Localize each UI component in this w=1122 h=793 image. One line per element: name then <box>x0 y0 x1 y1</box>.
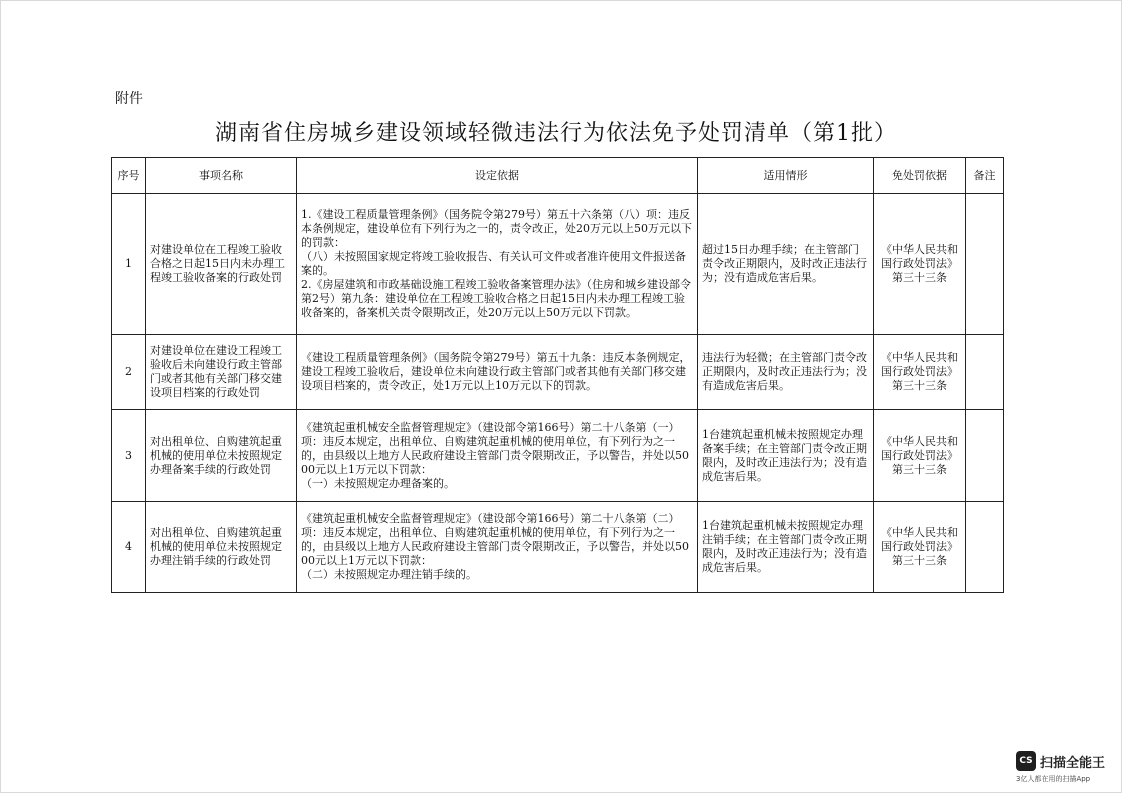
table-row <box>112 410 1004 502</box>
table-row <box>112 194 1004 335</box>
item-name-cell: 对建设单位在建设工程竣工验收后未向建设行政主管部门或者其他有关部门移交建设项目档案的行政处罚 <box>146 335 297 410</box>
header-applicable-condition: 适用情形 <box>698 158 874 194</box>
attachment-label: 附件 <box>115 91 143 107</box>
serial-number-cell: 1 <box>112 194 146 335</box>
applicable-condition-cell: 1台建筑起重机械未按照规定办理注销手续；在主管部门责令改正期限内，及时改正违法行为；没有造成危害后果。 <box>698 502 874 593</box>
legal-basis-cell: 《建筑起重机械安全监督管理规定》（建设部令第166号）第二十八条第（二）项：违反本规定，出租单位、自购建筑起重机械的使用单位，有下列行为之一的，由县级以上地方人民政府建设主管部门责令限期改正，予以警告，并处以5000元以上1万元以下罚款： （二）未按照规定办理注销手续的。 <box>297 502 698 593</box>
item-name-cell: 对出租单位、自购建筑起重机械的使用单位未按照规定办理注销手续的行政处罚 <box>146 502 297 593</box>
remark-cell <box>966 194 1004 335</box>
remark-cell <box>966 410 1004 502</box>
header-serial-number: 序号 <box>112 158 146 194</box>
exemption-basis-cell: 《中华人民共和国行政处罚法》第三十三条 <box>874 410 966 502</box>
remark-cell <box>966 335 1004 410</box>
item-name-cell: 对建设单位在工程竣工验收合格之日起15日内未办理工程竣工验收备案的行政处罚 <box>146 194 297 335</box>
legal-basis-cell: 《建筑起重机械安全监督管理规定》（建设部令第166号）第二十八条第（一）项：违反本规定，出租单位、自购建筑起重机械的使用单位，有下列行为之一的，由县级以上地方人民政府建设主管部门责令限期改正，予以警告，并处以5000元以上1万元以下罚款： （一）未按照规定办理备案的。 <box>297 410 698 502</box>
remark-cell <box>966 502 1004 593</box>
document-title: 湖南省住房城乡建设领域轻微违法行为依法免予处罚清单（第1批） <box>215 121 897 146</box>
serial-number-cell: 4 <box>112 502 146 593</box>
applicable-condition-cell: 超过15日办理手续；在主管部门责令改正期限内，及时改正违法行为；没有造成危害后果。 <box>698 194 874 335</box>
exemption-list-table <box>111 157 1004 593</box>
header-legal-basis: 设定依据 <box>297 158 698 194</box>
legal-basis-cell: 《建设工程质量管理条例》（国务院令第279号）第五十九条：违反本条例规定，建设工程竣工验收后，建设单位未向建设行政主管部门或者其他有关部门移交建设项目档案的，责令改正，处1万元以上10万元以下的罚款。 <box>297 335 698 410</box>
legal-basis-cell: 1.《建设工程质量管理条例》（国务院令第279号）第五十六条第（八）项：违反本条例规定，建设单位有下列行为之一的，责令改正，处20万元以上50万元以下的罚款： （八）未按照国家规定将竣工验收报告、有关认可文件或者准许使用文件报送备案的。 2.《房屋建筑和市政基础设施工程竣工验收备案管理办法》（住房和城乡建设部令第2号）第九条：建设单位在工程竣工验收合格之日起15日内未办理工程竣工验收备案的，备案机关责令限期改正，处20万元以上50万元以下罚款。 <box>297 194 698 335</box>
scanner-brand-name: 扫描全能王 <box>1040 756 1106 771</box>
serial-number-cell: 3 <box>112 410 146 502</box>
applicable-condition-cell: 1台建筑起重机械未按照规定办理备案手续；在主管部门责令改正期限内，及时改正违法行为；没有造成危害后果。 <box>698 410 874 502</box>
item-name-cell: 对出租单位、自购建筑起重机械的使用单位未按照规定办理备案手续的行政处罚 <box>146 410 297 502</box>
scanner-brand-slogan: 3亿人都在用的扫描App <box>1016 775 1091 783</box>
exemption-basis-cell: 《中华人民共和国行政处罚法》第三十三条 <box>874 502 966 593</box>
camscanner-logo-icon: CS <box>1016 751 1036 771</box>
exemption-basis-cell: 《中华人民共和国行政处罚法》第三十三条 <box>874 335 966 410</box>
applicable-condition-cell: 违法行为轻微；在主管部门责令改正期限内，及时改正违法行为；没有造成危害后果。 <box>698 335 874 410</box>
header-exemption-basis: 免处罚依据 <box>874 158 966 194</box>
header-item-name: 事项名称 <box>146 158 297 194</box>
table-row <box>112 335 1004 410</box>
table-header-row <box>112 158 1004 194</box>
table-row <box>112 502 1004 593</box>
header-remark: 备注 <box>966 158 1004 194</box>
serial-number-cell: 2 <box>112 335 146 410</box>
exemption-basis-cell: 《中华人民共和国行政处罚法》第三十三条 <box>874 194 966 335</box>
